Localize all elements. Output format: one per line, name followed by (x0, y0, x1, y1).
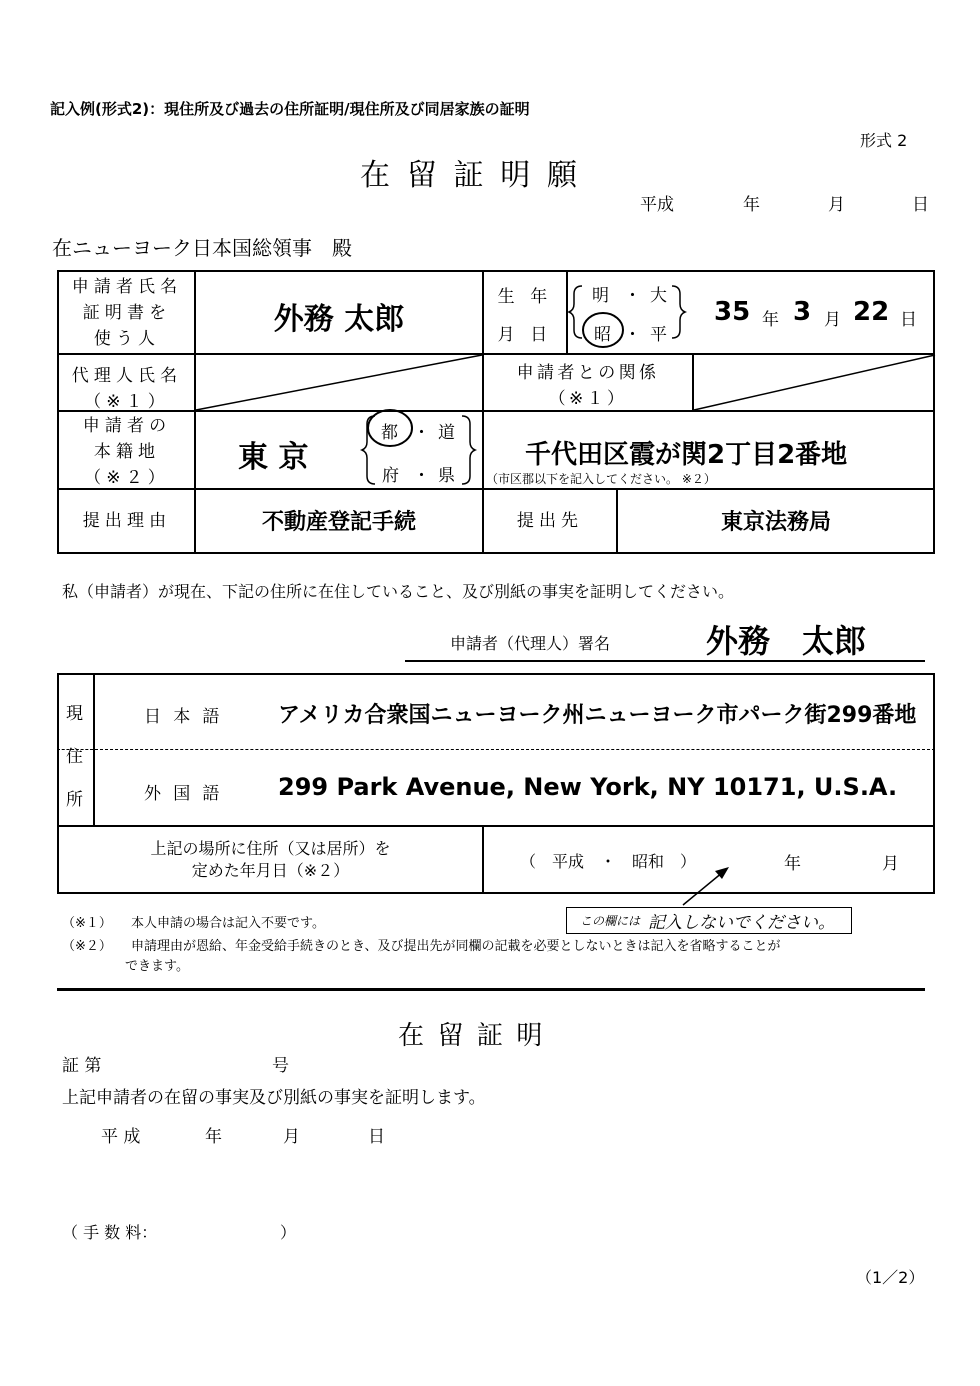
cert-date-year: 年 (205, 1127, 222, 1147)
era-dot: ・ (624, 286, 641, 306)
pref-ken: 県 (438, 466, 455, 486)
domicile-detail-value[interactable]: 千代田区霞が関2丁目2番地 (525, 440, 848, 470)
addressee: 在ニューヨーク日本国総領事 殿 (52, 236, 352, 260)
applicant-name-value[interactable]: 外務 太郎 (273, 302, 405, 337)
signature-value[interactable]: 外務 太郎 (706, 622, 867, 660)
domicile-prefecture-value[interactable]: 東 京 (238, 440, 309, 475)
agent-label: 代理人氏名 （※１） (71, 366, 183, 412)
reason-label: 提出理由 (82, 511, 172, 531)
cert-date-era: 平 成 (101, 1127, 141, 1147)
birth-label: 生 年 月 日 (497, 287, 553, 345)
certificate-title: 在 留 証 明 (398, 1021, 545, 1051)
fee-label: （ 手 数 料： (62, 1223, 158, 1242)
no-fill-note-small: この欄には (580, 914, 641, 928)
form-number: 形式 2 (860, 131, 908, 150)
pref-dot: ・ (413, 423, 430, 443)
residence-since-year: 年 (784, 854, 801, 874)
japanese-address-value[interactable]: アメリカ合衆国ニューヨーク州ニューヨーク市パーク街299番地 (278, 703, 917, 728)
domicile-note: （市区郡以下を記入してください。 ※２） (486, 472, 716, 486)
pref-fu: 府 (382, 466, 399, 486)
cert-number-label: 証 第 (62, 1056, 102, 1076)
no-fill-note-big: 記入しないでください。 (648, 913, 835, 933)
page-number: （1／2） (856, 1268, 925, 1287)
era-taisho: 大 (650, 286, 667, 306)
cert-statement: 上記申請者の在留の事実及び別紙の事実を証明します。 (62, 1088, 486, 1108)
foreign-label: 外 国 語 (144, 784, 223, 804)
birth-month-unit: 月 (824, 310, 841, 330)
pref-to-selected[interactable]: 都 (381, 423, 398, 443)
era-meiji: 明 (592, 286, 609, 306)
note1-mark: （※１） (62, 916, 112, 931)
note2-text: 申請理由が恩給、年金受給手続きのとき、及び提出先が同欄の記載を必要としないときは記入を省略することが (131, 939, 781, 954)
birth-year-unit: 年 (762, 310, 779, 330)
destination-value[interactable]: 東京法務局 (720, 510, 831, 535)
birth-day-value[interactable]: 22 (853, 297, 890, 327)
era-dot: ・ (624, 325, 641, 345)
signature-label: 申請者（代理人）署名 (450, 634, 611, 653)
domicile-label: 申請者の 本籍地 （※２） (82, 416, 172, 488)
residence-since-era[interactable]: （ 平成 ・ 昭和 ） (520, 852, 697, 871)
note1-text: 本人申請の場合は記入不要です。 (131, 916, 325, 931)
page-title: 在 留 証 明 願 (360, 158, 581, 193)
request-statement: 私（申請者）が現在、下記の住所に在住していること、及び別紙の事実を証明してください。 (62, 582, 735, 601)
pref-dot: ・ (413, 466, 430, 486)
example-title: 記入例(形式2)：現住所及び過去の住所証明/現住所及び同居家族の証明 (50, 100, 530, 118)
note2-text-cont: できます。 (125, 959, 189, 974)
era-showa-selected[interactable]: 昭 (594, 325, 611, 345)
birth-year-value[interactable]: 35 (714, 297, 751, 327)
pref-do: 道 (438, 423, 455, 443)
date-era: 平成 (640, 195, 674, 215)
reason-value[interactable]: 不動産登記手続 (261, 510, 416, 535)
current-address-label: 現 住 所 (66, 704, 83, 810)
cert-number-unit: 号 (272, 1056, 289, 1076)
japanese-label: 日 本 語 (144, 707, 223, 727)
cert-date-day: 日 (368, 1127, 385, 1147)
residence-since-month: 月 (882, 854, 899, 874)
note2-mark: （※２） (62, 939, 112, 954)
section-divider (57, 988, 925, 991)
cert-date-month: 月 (283, 1127, 300, 1147)
relation-label: 申請者との関係 （※１） (516, 363, 660, 409)
foreign-address-value[interactable]: 299 Park Avenue, New York, NY 10171, U.S.A. (278, 773, 898, 801)
birth-day-unit: 日 (900, 310, 917, 330)
date-day: 日 (912, 195, 929, 215)
destination-label: 提出先 (516, 511, 584, 531)
name-label: 申請者氏名 証明書を 使う人 (71, 277, 183, 349)
date-year: 年 (743, 195, 760, 215)
fee-close: ） (280, 1223, 297, 1242)
birth-month-value[interactable]: 3 (793, 297, 812, 327)
era-heisei: 平 (650, 325, 667, 345)
residence-since-label: 上記の場所に住所（又は居所）を 定めた年月日（※２） (150, 839, 391, 880)
date-month: 月 (828, 195, 845, 215)
